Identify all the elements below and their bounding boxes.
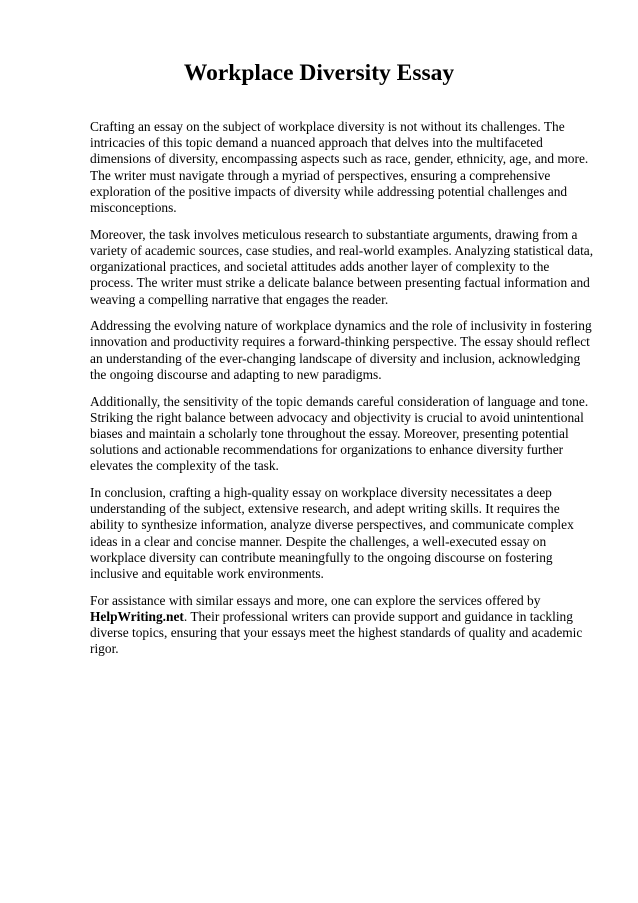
paragraph-5: In conclusion, crafting a high-quality essay on workplace diversity necessitates a deep understanding of the subject, extensive research, and adept writing skills. It requires the ability to synthesize information, analyze diverse perspectives, and communicate complex ideas in a clear and concise manner. Despite the challenges, a well-executed essay on workplace diversity can contribute meaningfully to the ongoing discourse on fostering inclusive and equitable work environments. bbox=[90, 485, 574, 582]
paragraph-2: Moreover, the task involves meticulous research to substantiate arguments, drawing from a variety of academic sources, case studies, and real-world examples. Analyzing statistical data, organizational practices, and societal attitudes adds another layer of complexity to the process. The writer must strike a delicate balance between presenting factual information and weaving a compelling narrative that engages the reader. bbox=[90, 226, 594, 307]
paragraph-6-text-before: For assistance with similar essays and more, one can explore the services offered by bbox=[90, 592, 541, 608]
page-title: Workplace Diversity Essay bbox=[183, 60, 455, 86]
paragraph-3: Addressing the evolving nature of workplace dynamics and the role of inclusivity in fostering innovation and productivity requires a forward-thinking perspective. The essay should reflect an understanding of the ever-changing landscape of diversity and inclusion, acknowledging the ongoing discourse and adapting to new paradigms. bbox=[90, 318, 592, 382]
paragraph-4: Additionally, the sensitivity of the topic demands careful consideration of language and tone. Striking the right balance between advocacy and objectivity is crucial to avoid unintentional biases and maintain a scholarly tone throughout the essay. Moreover, presenting potential solutions and actionable recommendations for organizations to enhance diversity further elevates the complexity of the task. bbox=[90, 393, 589, 474]
paragraph-1: Crafting an essay on the subject of workplace diversity is not without its challenges. The intricacies of this topic demand a nuanced approach that delves into the multifaceted dimensions of diversity, encompassing aspects such as race, gender, ethnicity, age, and more. The writer must navigate through a myriad of perspectives, ensuring a comprehensive exploration of the positive impacts of diversity while addressing potential challenges and misconceptions. bbox=[90, 119, 589, 216]
essay-body bbox=[90, 119, 595, 668]
paragraph-6 bbox=[90, 593, 595, 658]
brand-link[interactable]: HelpWriting.net bbox=[90, 608, 184, 624]
paragraph-6-text-after: . Their professional writers can provide support and guidance in tackling diverse topics, ensuring that your essays meet the highest standards of quality and academic rigor. bbox=[90, 608, 583, 657]
